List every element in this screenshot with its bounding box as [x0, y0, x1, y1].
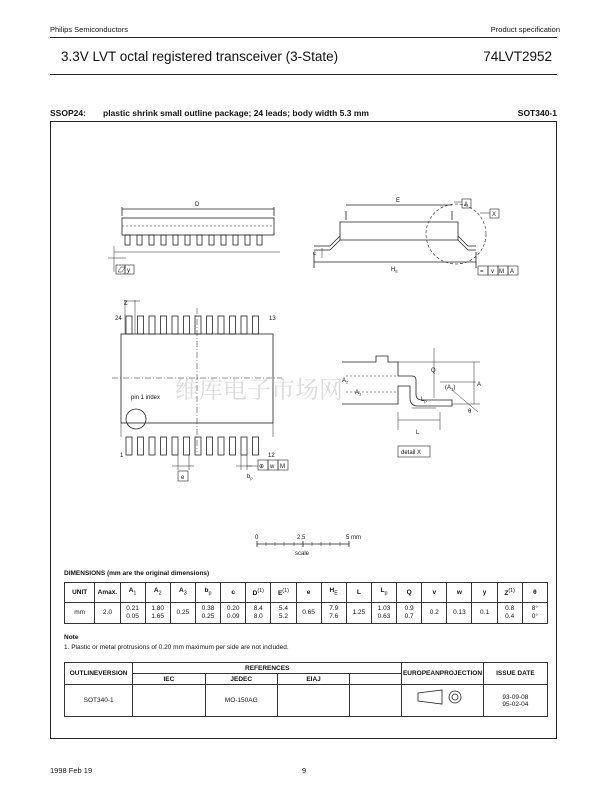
extra-ref-value: [350, 685, 402, 717]
bottom-leads: [126, 437, 259, 455]
package-description: plastic shrink small outline package; 24 leads; body width 5.3 mm: [103, 108, 369, 118]
dimensions-mm-row: [65, 603, 548, 624]
col-A1: $A_1$: [120, 583, 145, 603]
outline-version-value: SOT340-1: [65, 685, 133, 717]
cell-v: 0.2: [422, 603, 447, 624]
jedec-header: JEDEC: [205, 674, 277, 685]
col-A3: $A_3$: [170, 583, 195, 603]
label-equal-symbol: =: [480, 269, 484, 275]
label-E: E: [396, 198, 401, 204]
col-A2: $A_2$: [145, 583, 170, 603]
label-v: v: [491, 269, 494, 275]
col-Q: Q: [397, 583, 422, 603]
footer-date: 1998 Feb 19: [50, 766, 93, 775]
note-title: Note: [64, 634, 79, 641]
col-w: w: [447, 583, 472, 603]
cell-A1: 0.21 0.05: [120, 603, 145, 624]
cell-bp: 0.38 0.25: [195, 603, 220, 624]
package-code: SSOP24:: [50, 108, 86, 118]
cell-c: 0.20 0.09: [221, 603, 246, 624]
cell-unit: mm: [65, 603, 95, 624]
scale-tick-0: 0: [255, 535, 259, 541]
projection-header: EUROPEANPROJECTION: [402, 663, 484, 685]
cell-Z: 0.8 0.4: [497, 603, 522, 624]
cell-Lp: 1.03 0.63: [371, 603, 396, 624]
label-y: y: [127, 268, 130, 274]
col-theta: θ: [522, 583, 547, 603]
col-c: c: [221, 583, 246, 603]
label-M: M: [499, 269, 504, 275]
cell-e: 0.65: [296, 603, 321, 624]
col-D: $D^{(1)}$: [246, 583, 271, 603]
label-pin-1: 1: [120, 453, 124, 459]
col-Z: $Z^{(1)}$: [497, 583, 522, 603]
references-header: REFERENCES: [133, 663, 402, 674]
issue-date-header: ISSUE DATE: [483, 663, 547, 685]
label-Q: Q: [431, 368, 436, 374]
scale-tick-2-5: 2.5: [297, 535, 306, 541]
label-X: X: [492, 212, 497, 218]
iec-value: [133, 685, 205, 717]
note-text: 1. Plastic or metal protrusions of 0.20 mm maximum per side are not included.: [64, 644, 289, 651]
label-D: D: [195, 202, 200, 208]
label-A-datum: A: [464, 202, 469, 208]
part-number: 74LVT2952: [483, 49, 552, 64]
detail-x-view: [342, 348, 480, 457]
cell-A2: 1.80 1.65: [145, 603, 170, 624]
references-value-row: [65, 685, 548, 717]
label-A-ref: A: [510, 269, 515, 275]
extra-ref-header: [350, 674, 402, 685]
label-w: w: [270, 464, 275, 470]
cell-y: 0.1: [472, 603, 497, 624]
side-view: [108, 207, 280, 274]
outline-id: SOT340-1: [517, 108, 557, 118]
label-bp: $b_p$: [247, 474, 253, 481]
dimensions-header-row: [65, 583, 548, 603]
cell-D: 8.4 8.0: [246, 603, 271, 624]
company-name: Philips Semiconductors: [50, 25, 128, 34]
references-table: [64, 662, 548, 717]
col-y: y: [472, 583, 497, 603]
col-Lp: $L_p$: [371, 583, 396, 603]
jedec-value: MO-150AG: [205, 685, 277, 717]
cell-HE: 7.9 7.6: [321, 603, 346, 624]
watermark: 维库电子市场网: [175, 376, 343, 404]
label-pin-24: 24: [115, 316, 122, 322]
cell-w: 0.13: [447, 603, 472, 624]
label-theta: θ: [468, 409, 472, 415]
cell-L: 1.25: [346, 603, 371, 624]
scale-bar: [257, 541, 349, 547]
col-v: v: [422, 583, 447, 603]
col-e: e: [296, 583, 321, 603]
col-E: $E^{(1)}$: [271, 583, 296, 603]
eiaj-header: EIAJ: [277, 674, 349, 685]
label-c: c: [313, 251, 316, 257]
dimensions-table: [64, 582, 548, 624]
col-HE: $H_E$: [321, 583, 346, 603]
label-HE: $H_E$: [391, 267, 399, 274]
cell-A-max: 2.0: [95, 603, 120, 624]
end-view: [314, 199, 518, 275]
label-pin1-index: pin 1 index: [131, 395, 161, 401]
label-pin-12: 12: [268, 453, 275, 459]
label-L: L: [416, 430, 420, 436]
label-e: e: [181, 475, 185, 481]
cell-E: 5.4 5.2: [271, 603, 296, 624]
col-bp: $b_p$: [195, 583, 220, 603]
label-Lp: $L_p$: [421, 397, 427, 404]
label-Z: Z: [124, 301, 128, 307]
label-pin-13: 13: [269, 316, 276, 322]
label-A1: $A_1$: [355, 390, 362, 397]
label-A2: $A_2$: [342, 378, 349, 385]
dimensions-caption: DIMENSIONS (mm are the original dimensions): [64, 570, 210, 577]
label-M-2: M: [280, 464, 285, 470]
document-type: Product specification: [490, 25, 560, 34]
col-L: L: [346, 583, 371, 603]
cell-theta: 8° 0°: [522, 603, 547, 624]
label-detail-x: detail X: [401, 450, 422, 456]
eiaj-value: [277, 685, 349, 717]
projection-value: [402, 685, 484, 717]
cell-Q: 0.9 0.7: [397, 603, 422, 624]
col-A-max: Amax.: [95, 583, 120, 603]
iec-header: IEC: [133, 674, 205, 685]
issue-date-value: 93-09-08 95-02-04: [483, 685, 547, 717]
scale-label: scale: [295, 551, 310, 557]
page-title: 3.3V LVT octal registered transceiver (3-State): [61, 49, 339, 64]
scale-tick-5mm: 5 mm: [346, 535, 361, 541]
page-number: 9: [302, 766, 307, 775]
top-leads: [126, 316, 259, 334]
outline-version-header: OUTLINEVERSION: [65, 663, 133, 685]
label-A-height: A: [477, 382, 482, 388]
label-A3: $(A_3)$: [445, 385, 456, 392]
label-position-symbol: ⊕: [259, 464, 265, 470]
col-unit: UNIT: [65, 583, 95, 603]
cell-A3: 0.25: [170, 603, 195, 624]
